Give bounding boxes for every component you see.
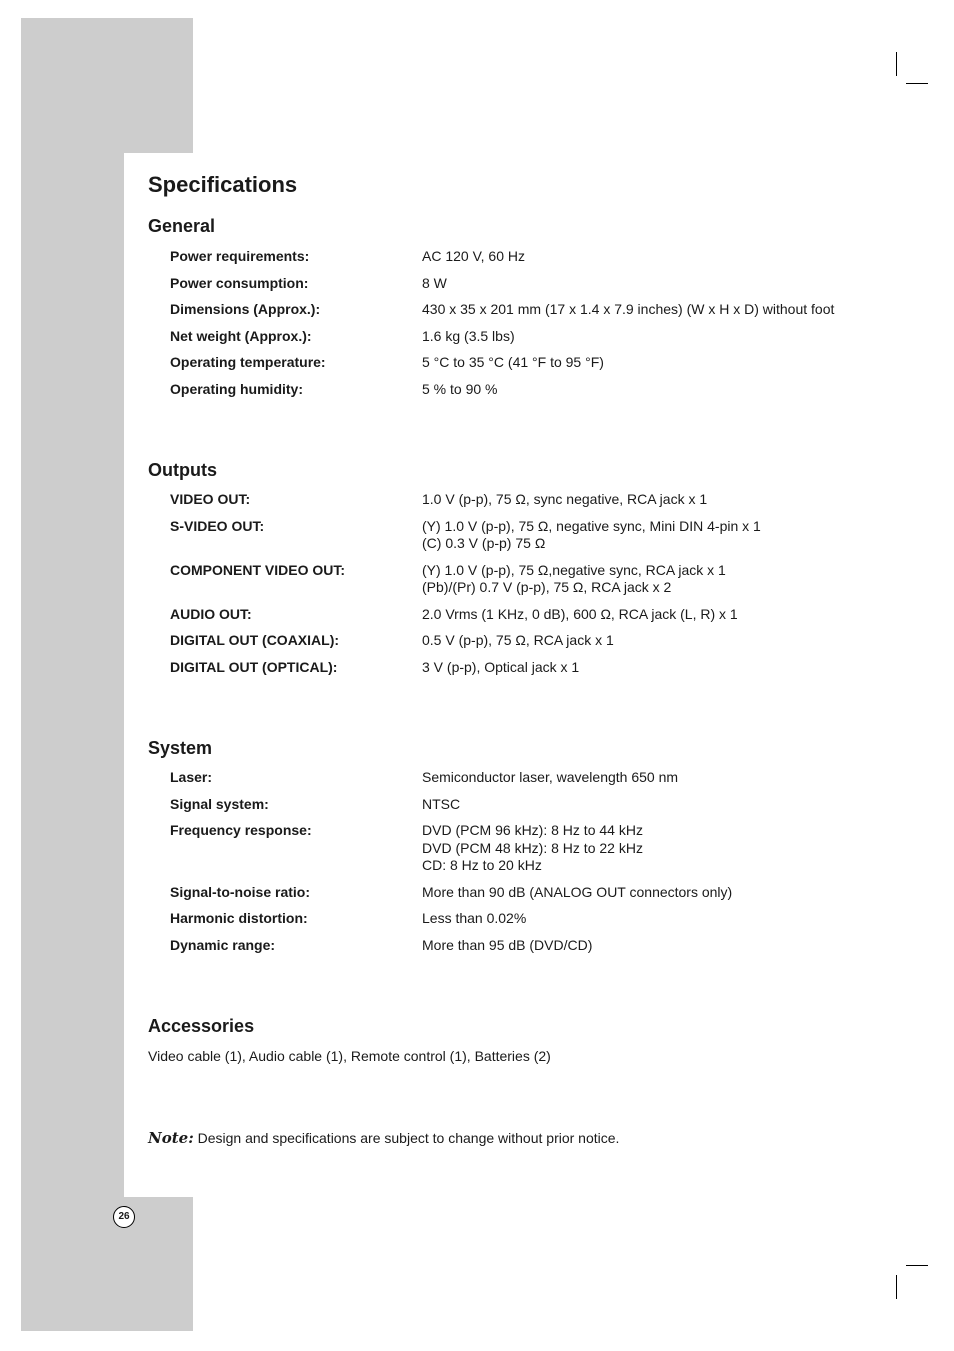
spec-value-line: DVD (PCM 96 kHz): 8 Hz to 44 kHz bbox=[422, 822, 643, 838]
spec-value-line: 1.6 kg (3.5 lbs) bbox=[422, 327, 515, 344]
spec-value bbox=[422, 822, 643, 875]
spec-value bbox=[422, 659, 579, 677]
spec-value bbox=[422, 491, 707, 509]
section-heading-system: System bbox=[148, 738, 213, 758]
spec-value-line: (Pb)/(Pr) 0.7 V (p-p), 75 Ω, RCA jack x 2 bbox=[422, 579, 672, 595]
spec-label: Frequency response: bbox=[170, 822, 312, 838]
spec-label: DIGITAL OUT (COAXIAL): bbox=[170, 632, 340, 648]
spec-value-line: (Y) 1.0 V (p-p), 75 Ω, negative sync, Mini DIN 4-pin x 1 bbox=[422, 517, 761, 534]
spec-value bbox=[422, 562, 726, 597]
spec-value-line: 5 % to 90 % bbox=[422, 380, 498, 397]
spec-value bbox=[422, 632, 614, 650]
spec-label: Operating humidity: bbox=[170, 380, 303, 397]
spec-value bbox=[422, 301, 834, 319]
spec-value-line: 3 V (p-p), Optical jack x 1 bbox=[422, 658, 580, 675]
spec-label: Dynamic range: bbox=[170, 936, 276, 953]
page-title: Specifications bbox=[148, 172, 298, 197]
note-label: Note: bbox=[148, 1129, 194, 1147]
spec-label: Operating temperature: bbox=[170, 354, 326, 370]
spec-value-line: Less than 0.02% bbox=[422, 910, 527, 926]
page-margin-band bbox=[21, 18, 124, 1331]
section-heading-general: General bbox=[148, 216, 216, 236]
spec-label: DIGITAL OUT (OPTICAL): bbox=[170, 658, 338, 675]
spec-value bbox=[422, 354, 604, 372]
accessories-text: Video cable (1), Audio cable (1), Remote control (1), Batteries (2) bbox=[148, 1048, 551, 1064]
spec-value bbox=[422, 884, 732, 902]
spec-value-line: More than 95 dB (DVD/CD) bbox=[422, 936, 593, 953]
spec-value-line: 8 W bbox=[422, 274, 447, 291]
spec-value bbox=[422, 937, 592, 955]
section-heading-outputs: Outputs bbox=[148, 460, 217, 480]
page-number: 26 bbox=[113, 1206, 135, 1228]
spec-value bbox=[422, 381, 498, 399]
spec-value-line: AC 120 V, 60 Hz bbox=[422, 248, 525, 264]
spec-value-line: 5 °C to 35 °C (41 °F to 95 °F) bbox=[422, 354, 604, 370]
spec-value bbox=[422, 328, 515, 346]
spec-value-line: Semiconductor laser, wavelength 650 nm bbox=[422, 769, 679, 785]
note bbox=[148, 1129, 619, 1147]
crop-mark-top-horizontal bbox=[906, 83, 928, 84]
spec-label: VIDEO OUT: bbox=[170, 491, 251, 507]
spec-value-line: (C) 0.3 V (p-p) 75 Ω bbox=[422, 535, 546, 551]
spec-value-line: CD: 8 Hz to 20 kHz bbox=[422, 857, 542, 873]
spec-value-line: 430 x 35 x 201 mm (17 x 1.4 x 7.9 inches) (W x H x D) without foot bbox=[422, 301, 835, 317]
spec-value-line: 1.0 V (p-p), 75 Ω, sync negative, RCA jack x 1 bbox=[422, 491, 708, 507]
spec-label: Harmonic distortion: bbox=[170, 910, 308, 926]
spec-label: Net weight (Approx.): bbox=[170, 327, 312, 344]
spec-value-line: DVD (PCM 48 kHz): 8 Hz to 22 kHz bbox=[422, 839, 643, 856]
crop-mark-top-vertical bbox=[896, 52, 897, 76]
spec-value-line: 0.5 V (p-p), 75 Ω, RCA jack x 1 bbox=[422, 632, 614, 648]
page-margin-band-bottom bbox=[21, 1197, 193, 1331]
spec-value bbox=[422, 248, 525, 266]
section-heading-accessories: Accessories bbox=[148, 1016, 255, 1036]
crop-mark-bottom-vertical bbox=[896, 1275, 897, 1299]
spec-label: Laser: bbox=[170, 769, 213, 785]
crop-mark-bottom-horizontal bbox=[906, 1265, 928, 1266]
spec-value bbox=[422, 769, 678, 787]
note-text: Design and specifications are subject to change without prior notice. bbox=[197, 1130, 620, 1146]
spec-label: Power requirements: bbox=[170, 248, 310, 264]
spec-label: COMPONENT VIDEO OUT: bbox=[170, 561, 346, 578]
spec-value-line: (Y) 1.0 V (p-p), 75 Ω,negative sync, RCA jack x 1 bbox=[422, 561, 726, 578]
spec-value bbox=[422, 606, 738, 624]
spec-value bbox=[422, 910, 526, 928]
spec-label: AUDIO OUT: bbox=[170, 605, 252, 622]
spec-label: Signal system: bbox=[170, 795, 269, 812]
spec-value bbox=[422, 796, 460, 814]
spec-value bbox=[422, 518, 761, 553]
spec-label: Signal-to-noise ratio: bbox=[170, 883, 310, 900]
spec-label: Dimensions (Approx.): bbox=[170, 301, 321, 317]
spec-value bbox=[422, 275, 447, 293]
spec-value-line: NTSC bbox=[422, 795, 461, 812]
spec-label: S-VIDEO OUT: bbox=[170, 517, 265, 534]
spec-value-line: More than 90 dB (ANALOG OUT connectors only) bbox=[422, 883, 733, 900]
spec-value-line: 2.0 Vrms (1 KHz, 0 dB), 600 Ω, RCA jack (L, R) x 1 bbox=[422, 605, 738, 622]
spec-label: Power consumption: bbox=[170, 274, 309, 291]
